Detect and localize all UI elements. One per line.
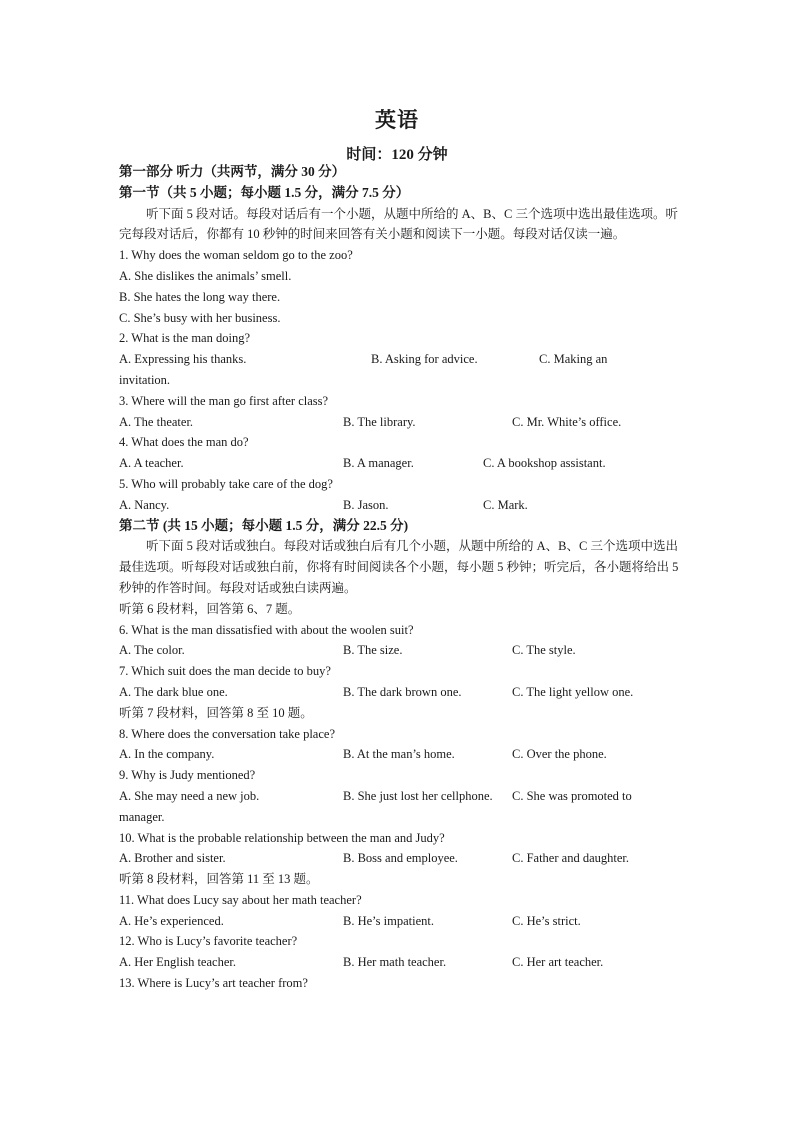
question-8-option-c: C. Over the phone. [512,747,607,762]
question-6-option-c: C. The style. [512,643,576,658]
question-5-options [119,495,679,516]
question-11-option-b: B. He’s impatient. [343,913,434,928]
question-5-option-a: A. Nancy. [119,497,170,512]
question-9-option-c-continued: manager. [119,809,165,824]
question-4-stem: 4. What does the man do? [119,435,249,450]
question-10-options [119,848,679,869]
question-9-option-a: A. She may need a new job. [119,788,260,803]
section2-instructions: 听下面 5 段对话或独白。每段对话或独白后有几个小题，从题中所给的 A、B、C 三个选项中选出最佳选项。听每段对话或独白前，你将有时间阅读各个小题，每小题 5 秒钟；听完后，各小题将给出 5 秒钟的作答时间。每段对话或独白读两遍。 [119,539,679,595]
question-7-option-c: C. The light yellow one. [512,684,634,699]
part1-heading: 第一部分 听力（共两节，满分 30 分） [119,164,346,179]
question-12-option-c: C. Her art teacher. [512,955,604,970]
question-10-option-a: A. Brother and sister. [119,851,226,866]
question-9-options [119,786,679,807]
exam-time: 时间：120 分钟 [346,147,448,163]
question-10-stem: 10. What is the probable relationship between the man and Judy? [119,830,445,845]
question-1-option-b: B. She hates the long way there. [119,289,281,304]
question-1-stem: 1. Why does the woman seldom go to the zoo? [119,248,353,263]
section1-instructions: 听下面 5 段对话。每段对话后有一个小题，从题中所给的 A、B、C 三个选项中选出最佳选项。听完每段对话后，你都有 10 秒钟的时间来回答有关小题和阅读下一小题。每段对话仅读一遍。 [119,206,678,242]
question-5-stem: 5. Who will probably take care of the dog? [119,476,333,491]
question-7-option-a: A. The dark blue one. [119,684,228,699]
question-1-option-a: A. She dislikes the animals’ smell. [119,268,292,283]
question-11-options [119,911,679,932]
question-5-option-c: C. Mark. [483,497,528,512]
exam-content [119,162,679,994]
question-4-options [119,453,679,474]
page-title: 英语 [375,108,419,132]
question-3-options [119,412,679,433]
question-4-option-a: A. A teacher. [119,456,184,471]
question-10-option-c: C. Father and daughter. [512,851,629,866]
material-7-instruction: 听第 7 段材料，回答第 8 至 10 题。 [119,705,313,720]
question-6-option-a: A. The color. [119,643,185,658]
section1-heading: 第一节（共 5 小题；每小题 1.5 分，满分 7.5 分） [119,184,410,200]
question-9-option-c: C. She was promoted to [512,788,632,803]
question-12-stem: 12. Who is Lucy’s favorite teacher? [119,934,298,949]
question-7-stem: 7. Which suit does the man decide to buy? [119,664,331,679]
question-5-option-b: B. Jason. [343,497,389,512]
question-11-option-a: A. He’s experienced. [119,913,224,928]
question-8-option-b: B. At the man’s home. [343,747,455,762]
question-8-option-a: A. In the company. [119,747,215,762]
question-13-stem: 13. Where is Lucy’s art teacher from? [119,976,308,991]
question-3-option-a: A. The theater. [119,414,194,429]
question-6-options [119,640,679,661]
question-2-options [119,349,679,370]
question-2-option-c-continued: invitation. [119,372,171,387]
question-11-stem: 11. What does Lucy say about her math teacher? [119,892,362,907]
section2-heading: 第二节 (共 15 小题；每小题 1.5 分，满分 22.5 分) [119,517,409,533]
question-8-stem: 8. Where does the conversation take place? [119,726,335,741]
material-6-instruction: 听第 6 段材料，回答第 6、7 题。 [119,601,301,616]
question-4-option-c: C. A bookshop assistant. [483,456,606,471]
question-2-option-a: A. Expressing his thanks. [119,352,247,367]
question-9-option-b: B. She just lost her cellphone. [343,788,493,803]
question-12-options [119,952,679,973]
question-9-stem: 9. Why is Judy mentioned? [119,768,256,783]
question-3-option-b: B. The library. [343,414,416,429]
question-7-options [119,682,679,703]
question-7-option-b: B. The dark brown one. [343,684,462,699]
question-12-option-b: B. Her math teacher. [343,955,447,970]
question-2-option-c: C. Making an [539,352,608,367]
question-10-option-b: B. Boss and employee. [343,851,458,866]
material-8-instruction: 听第 8 段材料，回答第 11 至 13 题。 [119,872,319,887]
question-4-option-b: B. A manager. [343,456,414,471]
question-2-option-b: B. Asking for advice. [371,352,478,367]
question-8-options [119,744,679,765]
question-2-stem: 2. What is the man doing? [119,331,250,346]
question-6-option-b: B. The size. [343,643,403,658]
question-12-option-a: A. Her English teacher. [119,955,236,970]
question-1-option-c: C. She’s busy with her business. [119,310,281,325]
question-3-stem: 3. Where will the man go first after class? [119,393,329,408]
question-11-option-c: C. He’s strict. [512,913,581,928]
question-3-option-c: C. Mr. White’s office. [512,414,622,429]
question-6-stem: 6. What is the man dissatisfied with about the woolen suit? [119,622,414,637]
